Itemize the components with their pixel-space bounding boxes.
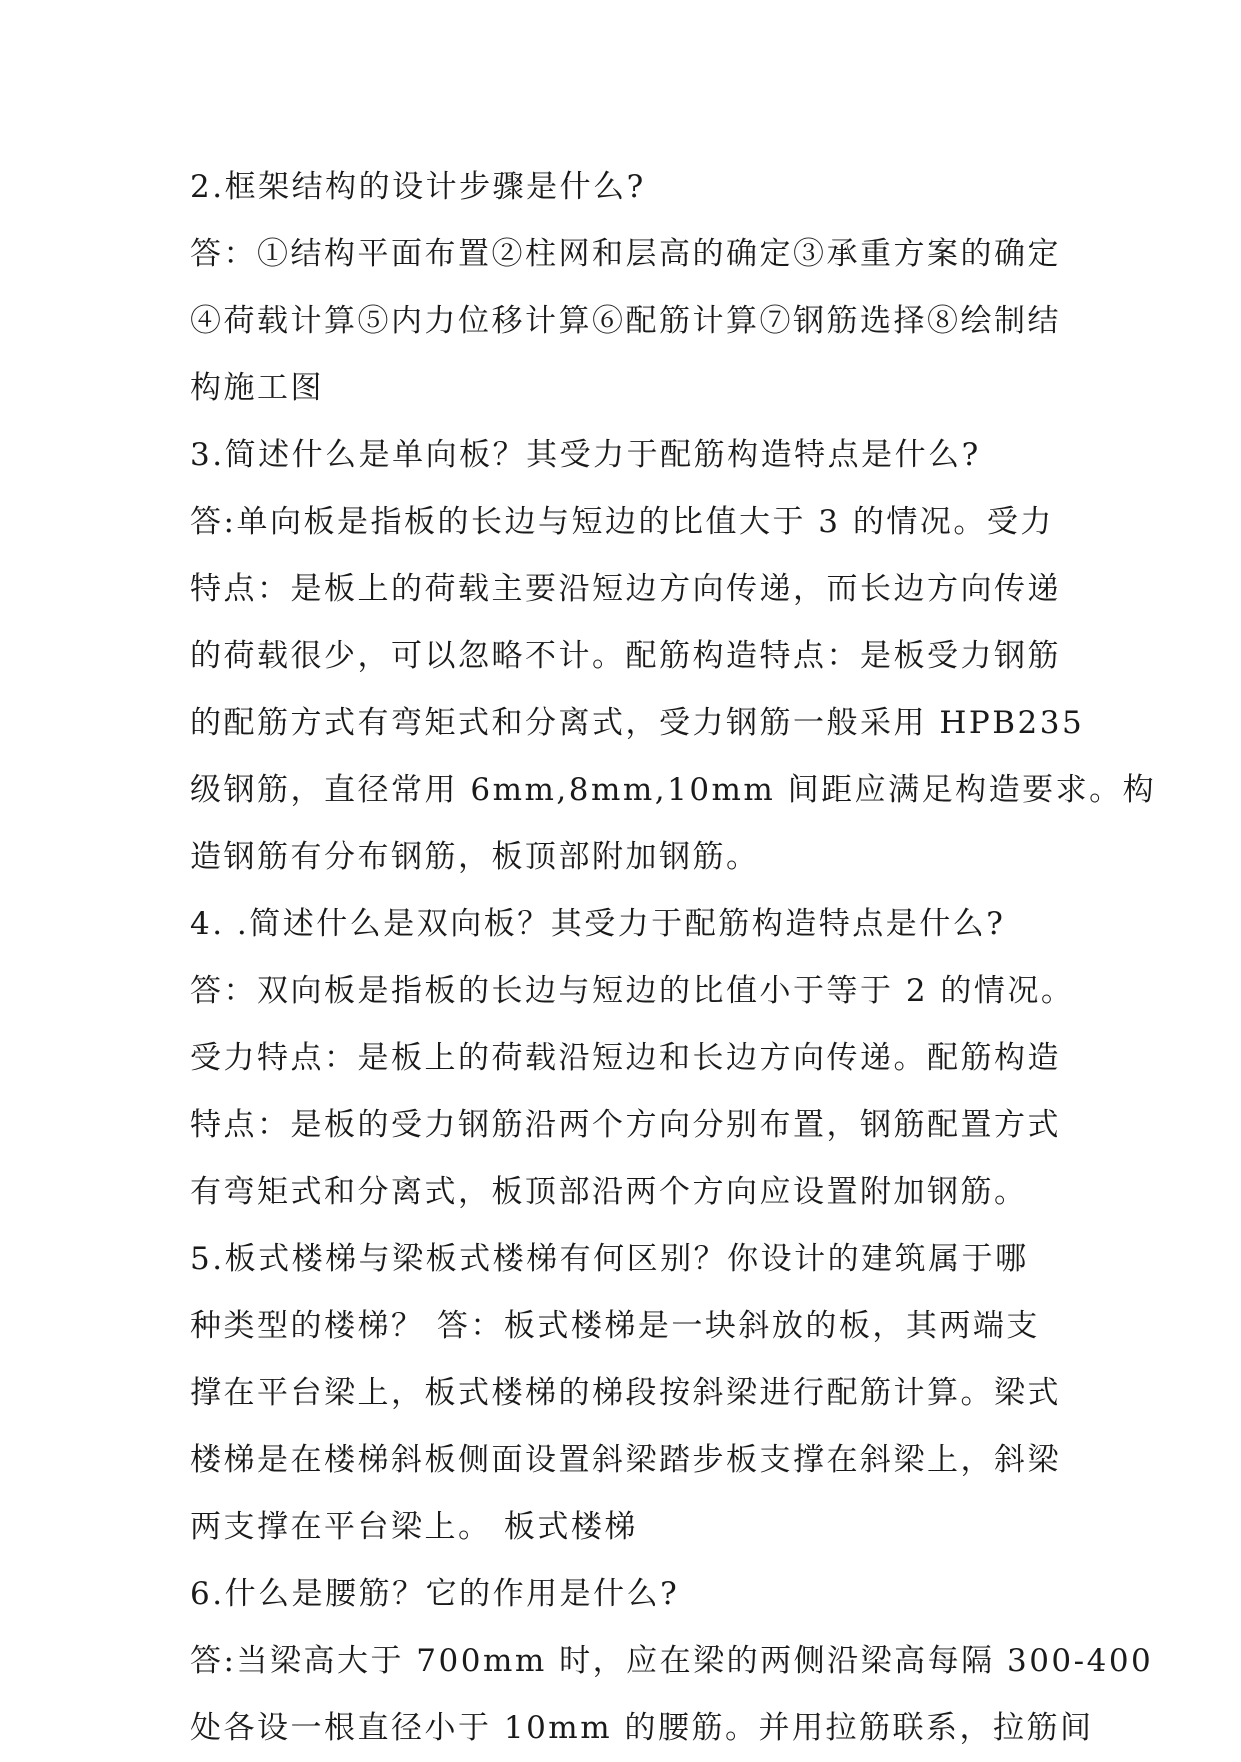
answer-6-line-1: 答:当梁高大于 700mm 时，应在梁的两侧沿梁高每隔 300-400 [190,1643,1154,1679]
question-6-heading: 6.什么是腰筋？它的作用是什么? [190,1576,680,1612]
answer-6-line-2: 处各设一根直径小于 10mm 的腰筋。并用拉筋联系，拉筋间 [190,1710,1094,1746]
answer-2-line-3: 构施工图 [190,370,324,406]
answer-5-line-3: 楼梯是在楼梯斜板侧面设置斜梁踏步板支撑在斜梁上，斜梁 [190,1442,1061,1478]
answer-3-line-6: 造钢筋有分布钢筋，板顶部附加钢筋。 [190,839,760,875]
answer-3-line-3: 的荷载很少，可以忽略不计。配筋构造特点：是板受力钢筋 [190,638,1061,674]
answer-5-line-4: 两支撑在平台梁上。 板式楼梯 [190,1509,638,1545]
answer-2-line-1: 答：①结构平面布置②柱网和层高的确定③承重方案的确定 [190,236,1061,272]
question-2-heading: 2.框架结构的设计步骤是什么? [190,169,646,205]
question-4-heading: 4. .简述什么是双向板？其受力于配筋构造特点是什么? [190,906,1006,942]
document-body [190,154,1157,1762]
answer-3-line-4: 的配筋方式有弯矩式和分离式，受力钢筋一般采用 HPB235 [190,705,1085,741]
answer-4-line-3: 特点：是板的受力钢筋沿两个方向分别布置，钢筋配置方式 [190,1107,1061,1143]
question-3-heading: 3.简述什么是单向板？其受力于配筋构造特点是什么? [190,437,981,473]
answer-3-line-2: 特点：是板上的荷载主要沿短边方向传递，而长边方向传递 [190,571,1061,607]
answer-4-line-4: 有弯矩式和分离式，板顶部沿两个方向应设置附加钢筋。 [190,1174,1028,1210]
answer-3-line-5: 级钢筋，直径常用 6mm,8mm,10mm 间距应满足构造要求。构 [190,772,1157,808]
answer-3-line-1: 答:单向板是指板的长边与短边的比值大于 3 的情况。受力 [190,504,1054,540]
question-5-heading: 5.板式楼梯与梁板式楼梯有何区别？你设计的建筑属于哪 [190,1241,1029,1277]
answer-2-line-2: ④荷载计算⑤内力位移计算⑥配筋计算⑦钢筋选择⑧绘制结 [190,303,1061,339]
answer-4-line-1: 答：双向板是指板的长边与短边的比值小于等于 2 的情况。 [190,973,1075,1009]
answer-5-line-1: 种类型的楼梯？ 答：板式楼梯是一块斜放的板，其两端支 [190,1308,1040,1344]
answer-5-line-2: 撑在平台梁上，板式楼梯的梯段按斜梁进行配筋计算。梁式 [190,1375,1061,1411]
answer-4-line-2: 受力特点：是板上的荷载沿短边和长边方向传递。配筋构造 [190,1040,1061,1076]
